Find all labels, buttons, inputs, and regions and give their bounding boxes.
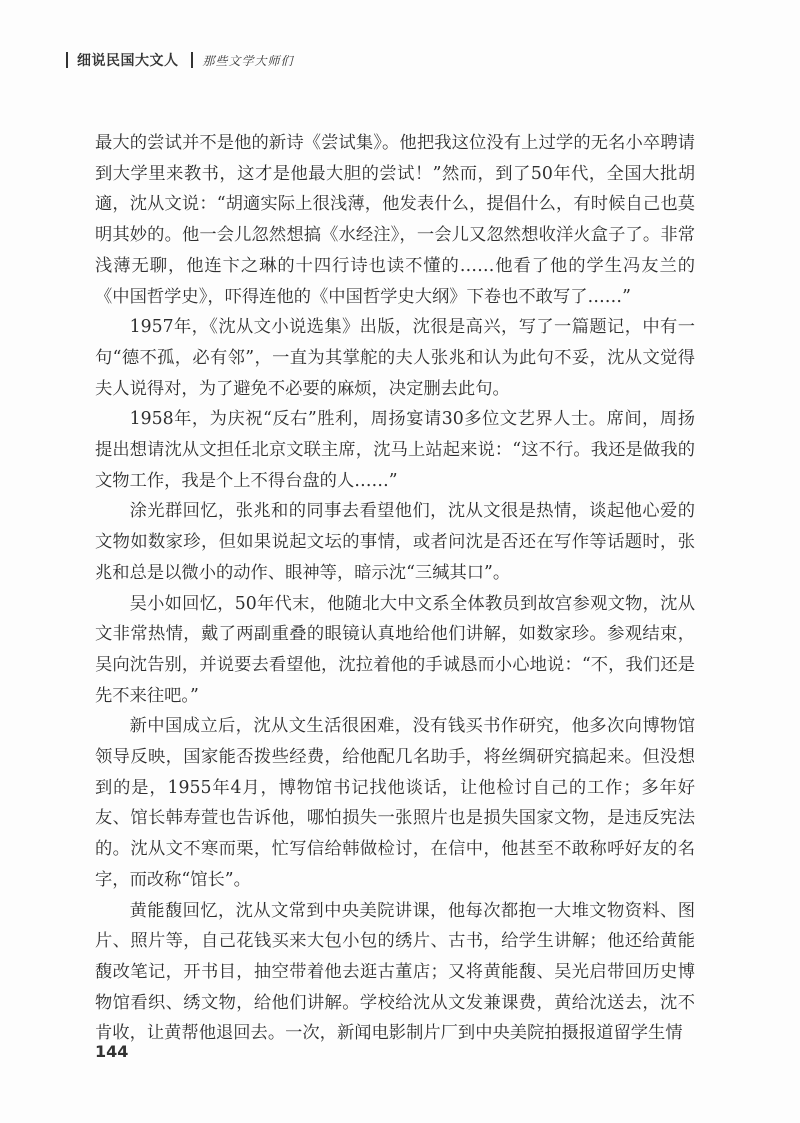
chapter-title: 那些文学大师们 <box>202 53 294 68</box>
paragraph: 新中国成立后，沈从文生活很困难，没有钱买书作研究，他多次向博物馆领导反映，国家能否拨些经费，给他配几名助手，将丝绸研究搞起来。但没想到的是，1955年4月，博物馆书记找他谈话，让他检讨自己的工作；多年好友、馆长韩寿萱也告诉他，哪怕损失一张照片也是损失国家文物，是违反宪法的。沈从文不寒而栗，忙写信给韩做检讨，在信中，他甚至不敢称呼好友的名字，而改称“馆长”。 <box>95 716 695 890</box>
page-number: 144 <box>95 1042 129 1061</box>
header-divider-bar <box>191 52 193 68</box>
book-title: 细说民国大文人 <box>77 53 179 69</box>
paragraph: 1958年，为庆祝“反右”胜利，周扬宴请30多位文艺界人士。席间，周扬提出想请沈从文担任北京文联主席，沈马上站起来说：“这不行。我还是做我的文物工作，我是个上不得台盘的人……” <box>95 409 695 491</box>
running-header <box>66 50 294 70</box>
paragraph: 吴小如回忆，50年代末，他随北大中文系全体教员到故宫参观文物，沈从文非常热情，戴了两副重叠的眼镜认真地给他们讲解，如数家珍。参观结束，吴向沈告别，并说要去看望他，沈拉着他的手诚恳而小心地说：“不，我们还是先不来往吧。” <box>95 593 695 706</box>
paragraph-continued: 最大的尝试并不是他的新诗《尝试集》。他把我这位没有上过学的无名小卒聘请到大学里来教书，这才是他最大胆的尝试！”然而，到了50年代，全国大批胡適，沈从文说：“胡適实际上很浅薄，他发表什么，提倡什么，有时候自己也莫明其妙的。他一会儿忽然想搞《水经注》，一会儿又忽然想收洋火盒子了。非常浅薄无聊，他连卞之琳的十四行诗也读不懂的……他看了他的学生冯友兰的《中国哲学史》，吓得连他的《中国哲学史大纲》下卷也不敢写了……” <box>95 133 695 307</box>
paragraph: 黄能馥回忆，沈从文常到中央美院讲课，他每次都抱一大堆文物资料、图片、照片等，自己花钱买来大包小包的绣片、古书，给学生讲解；他还给黄能馥改笔记，开书目，抽空带着他去逛古董店；又将黄能馥、吴光启带回历史博物馆看织、绣文物，给他们讲解。学校给沈从文发兼课费，黄给沈送去，沈不肯收，让黄帮他退回去。一次，新闻电影制片厂到中央美院拍摄报道留学生情 <box>95 900 695 1044</box>
paragraph: 涂光群回忆，张兆和的同事去看望他们，沈从文很是热情，谈起他心爱的文物如数家珍，但如果说起文坛的事情，或者问沈是否还在写作等话题时，张兆和总是以微小的动作、眼神等，暗示沈“三缄其口”。 <box>95 501 695 583</box>
header-divider-bar <box>66 52 68 68</box>
paragraph: 1957年，《沈从文小说选集》出版，沈很是高兴，写了一篇题记，中有一句“德不孤，必有邻”，一直为其掌舵的夫人张兆和认为此句不妥，沈从文觉得夫人说得对，为了避免不必要的麻烦，决定删去此句。 <box>95 317 695 399</box>
body-text <box>95 128 695 1049</box>
